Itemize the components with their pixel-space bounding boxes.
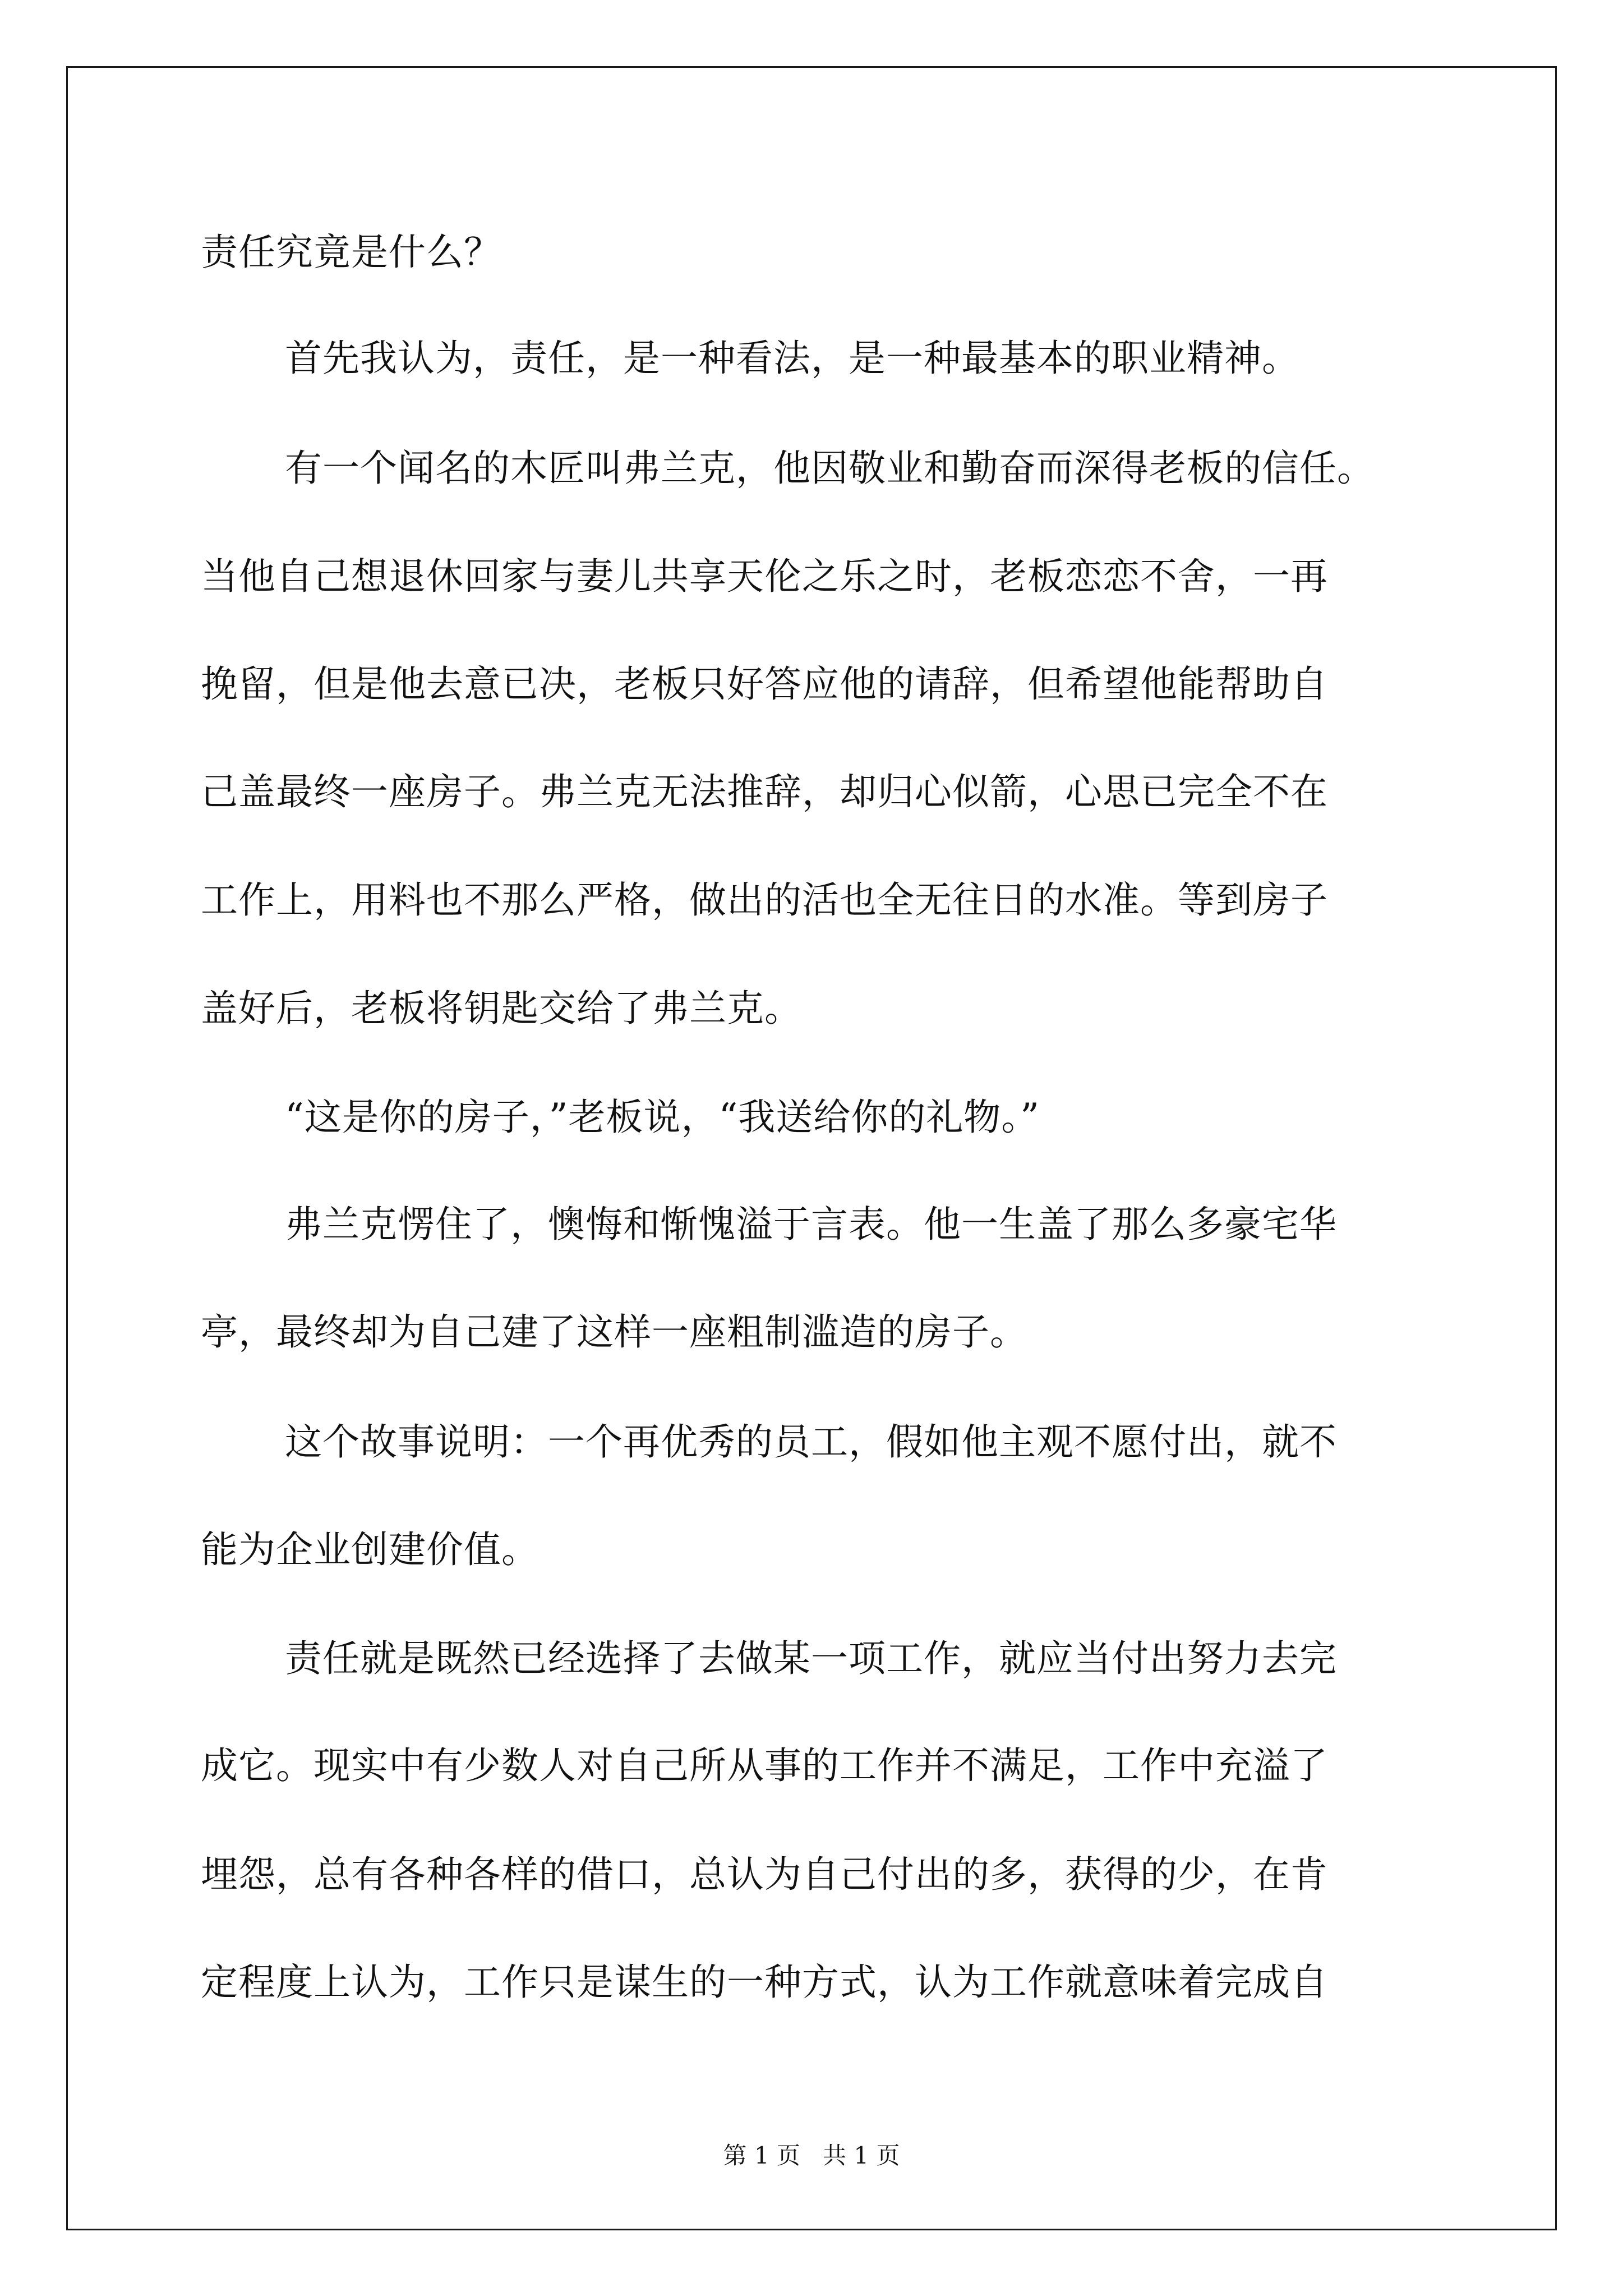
text-line: 责任究竟是什么？ xyxy=(201,231,501,274)
page-footer: 第 1 页 共 1 页 xyxy=(723,2142,900,2169)
text-line: 当他自己想退休回家与妻儿共享天伦之乐之时，老板恋恋不舍，一再 xyxy=(201,555,1328,598)
text-line: 工作上，用料也不那么严格，做出的活也全无往日的水准。等到房子 xyxy=(201,878,1328,922)
text-line: 挽留，但是他去意已决，老板只好答应他的请辞，但希望他能帮助自 xyxy=(201,662,1328,706)
text-line: 亭，最终却为自己建了这样一座粗制滥造的房子。 xyxy=(201,1310,1027,1354)
text-line: 责任就是既然已经选择了去做某一项工作，就应当付出努力去完 xyxy=(285,1637,1337,1680)
text-line: “这是你的房子，”老板说，“我送给你的礼物。” xyxy=(285,1096,1040,1139)
page-border xyxy=(66,66,1557,2230)
text-line: 首先我认为，责任，是一种看法，是一种最基本的职业精神。 xyxy=(285,337,1299,380)
text-line: 己盖最终一座房子。弗兰克无法推辞，却归心似箭，心思已完全不在 xyxy=(201,770,1328,813)
text-line: 有一个闻名的木匠叫弗兰克，他因敬业和勤奋而深得老板的信任。 xyxy=(285,447,1375,490)
text-line: 能为企业创建价值。 xyxy=(201,1528,539,1571)
text-line: 弗兰克愣住了，懊悔和惭愧溢于言表。他一生盖了那么多豪宅华 xyxy=(285,1203,1337,1246)
text-line: 这个故事说明：一个再优秀的员工，假如他主观不愿付出，就不 xyxy=(285,1420,1337,1464)
text-line: 定程度上认为，工作只是谋生的一种方式，认为工作就意味着完成自 xyxy=(201,1961,1328,2004)
text-line: 成它。现实中有少数人对自己所从事的工作并不满足，工作中充溢了 xyxy=(201,1744,1328,1787)
text-line: 埋怨，总有各种各样的借口，总认为自己付出的多，获得的少，在肯 xyxy=(201,1853,1328,1896)
text-line: 盖好后，老板将钥匙交给了弗兰克。 xyxy=(201,987,802,1030)
